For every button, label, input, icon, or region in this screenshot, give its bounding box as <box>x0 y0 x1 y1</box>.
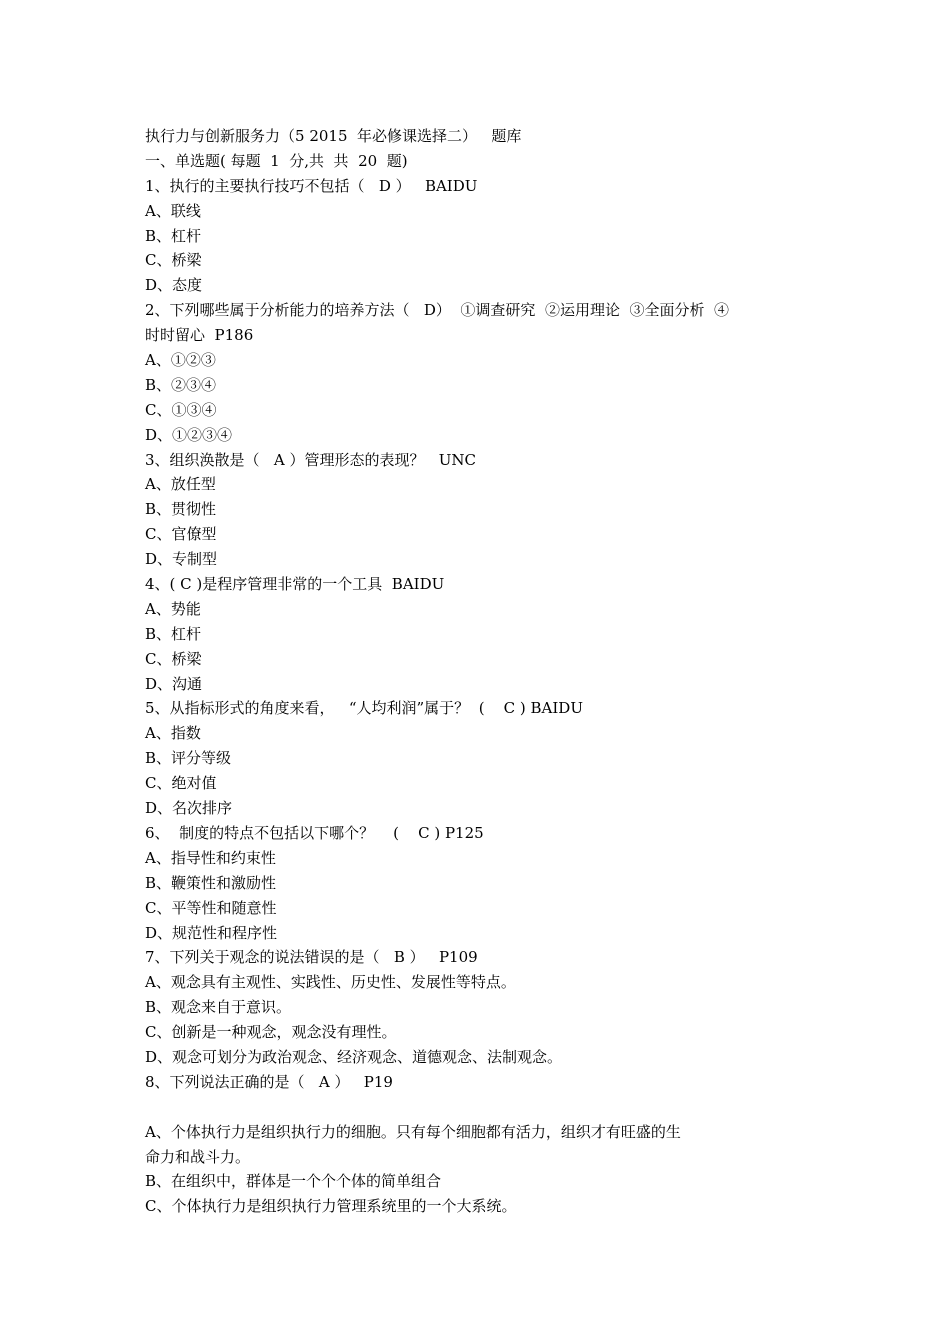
option-c: C、桥梁 <box>145 649 202 668</box>
option-d: D、规范性和程序性 <box>145 923 278 942</box>
option-a: A、放任型 <box>145 475 216 494</box>
option-a: A、联线 <box>145 201 201 220</box>
question-stem: 4、( C )是程序管理非常的一个工具 BAIDU <box>145 575 445 594</box>
option-b: B、贯彻性 <box>145 500 217 519</box>
option-a: A、势能 <box>145 599 201 618</box>
option-a: A、指导性和约束性 <box>145 848 276 867</box>
option-d: D、专制型 <box>145 550 218 569</box>
question-4 <box>145 572 785 696</box>
option-a-continued: 命力和战斗力。 <box>145 1147 251 1166</box>
option-d: D、①②③④ <box>145 425 233 444</box>
question-stem: 8、下列说法正确的是（ A ） P19 <box>145 1072 393 1091</box>
option-c: C、绝对值 <box>145 774 217 793</box>
option-c: C、平等性和随意性 <box>145 898 277 917</box>
option-b: B、观念来自于意识。 <box>145 998 292 1017</box>
question-stem: 2、下列哪些属于分析能力的培养方法（ D） ①调查研究 ②运用理论 ③全面分析 ④ <box>145 301 730 320</box>
option-b: B、评分等级 <box>145 749 232 768</box>
option-a: A、个体执行力是组织执行力的细胞。只有每个细胞都有活力，组织才有旺盛的生 <box>145 1122 681 1141</box>
option-d: D、沟通 <box>145 674 203 693</box>
question-6 <box>145 821 785 945</box>
option-d: D、观念可划分为政治观念、经济观念、道德观念、法制观念。 <box>145 1047 563 1066</box>
section-heading: 一、单选题( 每题 1 分,共 共 20 题) <box>145 151 408 170</box>
option-b: B、鞭策性和激励性 <box>145 873 277 892</box>
option-c: C、官僚型 <box>145 525 217 544</box>
question-7 <box>145 945 785 1069</box>
question-stem: 3、组织涣散是（ A ）管理形态的表现？ UNC <box>145 450 476 469</box>
question-8 <box>145 1070 785 1219</box>
option-a: A、①②③ <box>145 351 216 370</box>
document-title: 执行力与创新服务力（5 2015 年必修课选择二） 题库 <box>145 127 522 145</box>
option-c: C、个体执行力是组织执行力管理系统里的一个大系统。 <box>145 1197 517 1216</box>
option-b: B、杠杆 <box>145 624 202 643</box>
question-stem: 1、执行的主要执行技巧不包括（ D ） BAIDU <box>145 176 478 195</box>
question-stem: 6、 制度的特点不包括以下哪个？ ( C ) P125 <box>145 823 484 842</box>
question-2 <box>145 298 785 447</box>
option-b: B、在组织中，群体是一个个个体的简单组合 <box>145 1172 442 1191</box>
option-c: C、创新是一种观念，观念没有理性。 <box>145 1023 397 1042</box>
option-b: B、②③④ <box>145 375 217 394</box>
option-c: C、①③④ <box>145 400 217 419</box>
question-stem: 5、从指标形式的角度来看， “人均利润”属于？ ( C ) BAIDU <box>145 699 583 718</box>
document-page <box>145 124 785 1219</box>
option-a: A、指数 <box>145 724 201 743</box>
option-b: B、杠杆 <box>145 226 202 245</box>
question-stem: 7、下列关于观念的说法错误的是（ B ） P109 <box>145 948 478 967</box>
question-1 <box>145 174 785 298</box>
option-c: C、桥梁 <box>145 251 202 270</box>
option-d: D、态度 <box>145 276 203 295</box>
question-3 <box>145 448 785 572</box>
option-d: D、名次排序 <box>145 799 233 818</box>
blank-line <box>145 1095 785 1120</box>
question-stem-continued: 时时留心 P186 <box>145 326 254 345</box>
question-5 <box>145 696 785 820</box>
option-a: A、观念具有主观性、实践性、历史性、发展性等特点。 <box>145 973 516 992</box>
